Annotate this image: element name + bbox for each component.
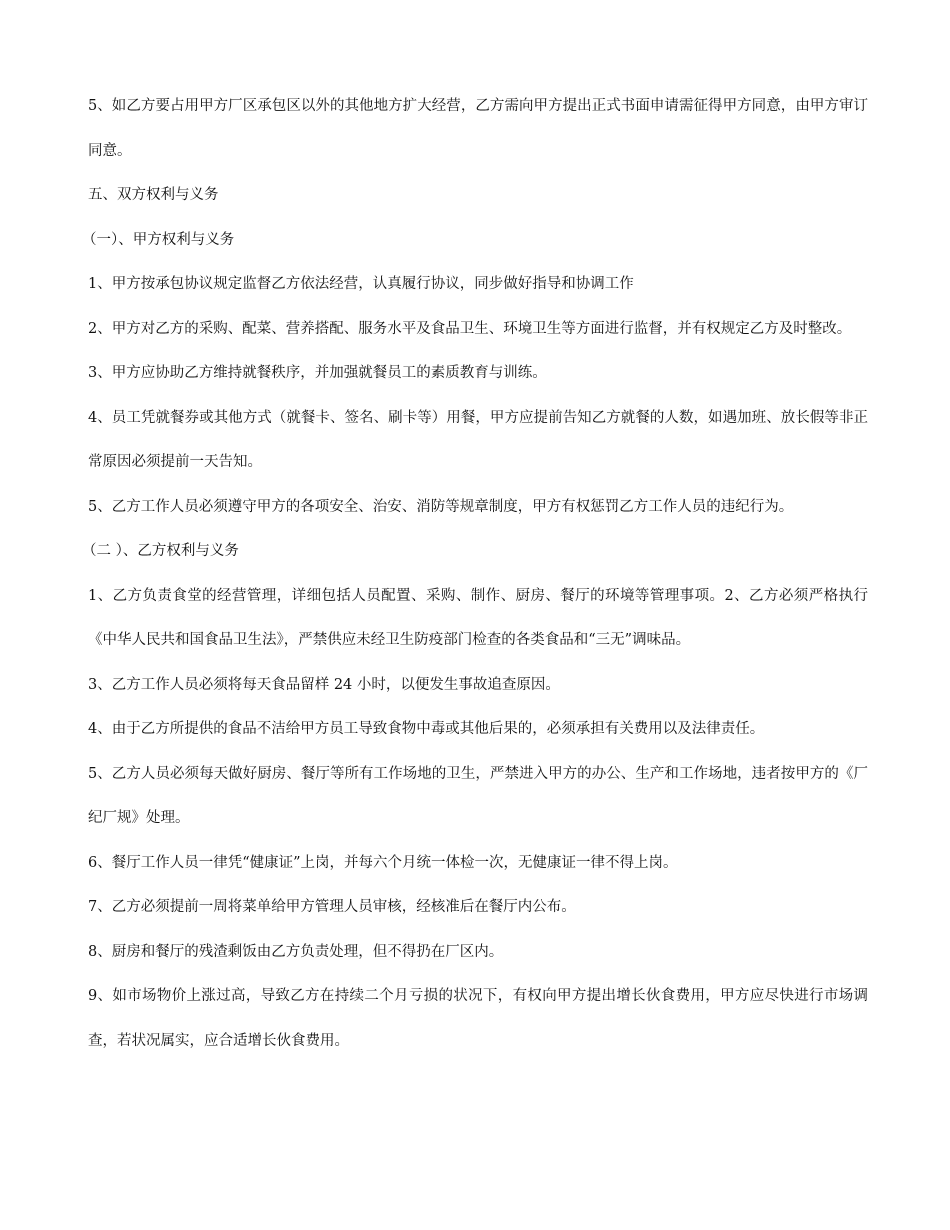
document-body <box>82 84 868 1063</box>
clause-a1-supervision: 1、甲方按承包协议规定监督乙方依法经营，认真履行协议，同步做好指导和协调工作 <box>88 276 634 292</box>
clause-b8-waste: 8、厨房和餐厅的残渣剩饭由乙方负责处理，但不得扔在厂区内。 <box>88 943 504 960</box>
subsection-heading-party-b: （二 ）、乙方权利与义务 <box>82 543 239 559</box>
clause-b7-menu: 7、乙方必须提前一周将菜单给甲方管理人员审核，经核准后在餐厅内公布。 <box>88 899 576 915</box>
clause-b3-sample: 3、乙方工作人员必须将每天食品留样 24 小时，以便发生事故追查原因。 <box>88 676 560 693</box>
clause-b5-hygiene: 5、乙方人员必须每天做好厨房、餐厅等所有工作场地的卫生，严禁进入甲方的办公、生产和工作场地，违者按甲方的《厂纪厂规》处理。 <box>88 765 868 826</box>
clause-a4-meal-count: 4、员工凭就餐券或其他方式（就餐卡、签名、刷卡等）用餐，甲方应提前告知乙方就餐的人数，如遇加班、放长假等非正常原因必须提前一天告知。 <box>88 409 868 470</box>
clause-a5-expansion: 5、如乙方要占用甲方厂区承包区以外的其他地方扩大经营，乙方需向甲方提出正式书面申请需征得甲方同意，由甲方审订同意。 <box>88 98 868 159</box>
section-heading-rights-obligations: 五、双方权利与义务 <box>88 187 219 203</box>
clause-b6-health-cert: 6、餐厅工作人员一律凭“健康证”上岗，并每六个月统一体检一次，无健康证一律不得上岗。 <box>88 854 678 871</box>
clause-b9-price: 9、如市场物价上涨过高，导致乙方在持续二个月亏损的状况下，有权向甲方提出增长伙食费用，甲方应尽快进行市场调查，若状况属实，应合适增长伙食费用。 <box>88 988 868 1049</box>
clause-a2-inspection: 2、甲方对乙方的采购、配菜、营养搭配、服务水平及食品卫生、环境卫生等方面进行监督，并有权规定乙方及时整改。 <box>88 320 852 337</box>
clause-b4-liability: 4、由于乙方所提供的食品不洁给甲方员工导致食物中毒或其他后果的，必须承担有关费用以及法律责任。 <box>88 721 765 737</box>
clause-a5-rules: 5、乙方工作人员必须遵守甲方的各项安全、治安、消防等规章制度，甲方有权惩罚乙方工作人员的违纪行为。 <box>88 498 794 515</box>
subsection-heading-party-a: （一）、甲方权利与义务 <box>82 231 235 248</box>
clause-b1-b2-management: 1、乙方负责食堂的经营管理，详细包括人员配置、采购、制作、厨房、餐厅的环境等管理事项。2、乙方必须严格执行《中华人民共和国食品卫生法》，严禁供应未经卫生防疫部门检查的各类食品和“三无”调味品。 <box>88 587 868 648</box>
clause-a3-order: 3、甲方应协助乙方维持就餐秩序，并加强就餐员工的素质教育与训练。 <box>88 365 547 381</box>
